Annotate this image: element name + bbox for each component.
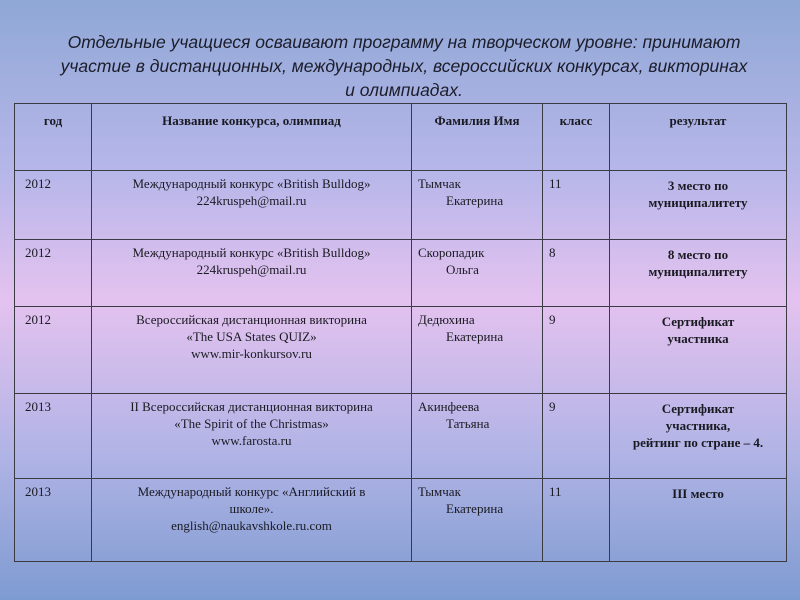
contest-line: english@naukavshkole.ru.com <box>171 518 332 533</box>
cell-contest <box>92 394 412 479</box>
cell-contest <box>92 171 412 240</box>
cell-grade: 11 <box>543 479 610 562</box>
result-line: муниципалитету <box>648 264 748 279</box>
title-line-1: Отдельные учащиеся осваивают программу на творческом уровне: принимают <box>67 32 741 52</box>
result-line: рейтинг по стране – 4. <box>632 435 764 450</box>
page-title <box>4 30 800 102</box>
cell-result <box>610 240 787 307</box>
student-surname: Тымчак <box>418 484 461 499</box>
contest-line: Международный конкурс «British Bulldog» <box>132 245 371 260</box>
table-row <box>15 240 787 307</box>
cell-name <box>412 240 543 307</box>
cell-contest <box>92 479 412 562</box>
table-row <box>15 394 787 479</box>
title-line-3: и олимпиадах. <box>345 80 463 100</box>
table-row <box>15 171 787 240</box>
student-surname: Дедюхина <box>418 312 475 327</box>
cell-result <box>610 394 787 479</box>
contest-line: II Всероссийская дистанционная викторина <box>130 399 373 414</box>
contest-line: Всероссийская дистанционная викторина <box>136 312 367 327</box>
cell-grade: 11 <box>543 171 610 240</box>
cell-grade: 8 <box>543 240 610 307</box>
contest-line: Международный конкурс «British Bulldog» <box>132 176 371 191</box>
cell-grade: 9 <box>543 394 610 479</box>
cell-year: 2012 <box>15 240 92 307</box>
cell-result <box>610 307 787 394</box>
student-firstname: Татьяна <box>446 416 490 431</box>
cell-name <box>412 479 543 562</box>
header-name: Фамилия Имя <box>412 104 543 171</box>
header-contest: Название конкурса, олимпиад <box>92 104 412 171</box>
contest-line: школе». <box>229 501 274 516</box>
cell-year: 2013 <box>15 394 92 479</box>
contest-line: 224kruspeh@mail.ru <box>196 262 307 277</box>
student-firstname: Екатерина <box>446 193 504 208</box>
cell-name <box>412 307 543 394</box>
table-row <box>15 307 787 394</box>
student-surname: Акинфеева <box>418 399 480 414</box>
result-line: III место <box>672 486 724 501</box>
title-line-2: участие в дистанционных, международных, всероссийских конкурсах, викторинах <box>60 56 748 76</box>
student-surname: Скоропадик <box>418 245 485 260</box>
table-row <box>15 479 787 562</box>
table-header-row <box>15 104 787 171</box>
cell-grade: 9 <box>543 307 610 394</box>
result-line: 3 место по <box>667 178 729 193</box>
contest-line: 224kruspeh@mail.ru <box>196 193 307 208</box>
contest-line: www.mir-konkursov.ru <box>191 346 312 361</box>
cell-contest <box>92 307 412 394</box>
result-line: Сертификат <box>661 401 735 416</box>
cell-result <box>610 479 787 562</box>
cell-name <box>412 394 543 479</box>
header-result: результат <box>610 104 787 171</box>
result-line: участника <box>667 331 729 346</box>
student-surname: Тымчак <box>418 176 461 191</box>
contest-line: www.farosta.ru <box>211 433 292 448</box>
contest-line: Международный конкурс «Английский в <box>137 484 366 499</box>
cell-year: 2013 <box>15 479 92 562</box>
contest-results-table <box>14 103 787 562</box>
header-grade: класс <box>543 104 610 171</box>
student-firstname: Ольга <box>446 262 479 277</box>
cell-name <box>412 171 543 240</box>
cell-result <box>610 171 787 240</box>
student-firstname: Екатерина <box>446 501 504 516</box>
cell-contest <box>92 240 412 307</box>
result-line: Сертификат <box>661 314 735 329</box>
contest-line: «The USA States QUIZ» <box>186 329 317 344</box>
result-line: участника, <box>665 418 731 433</box>
contest-line: «The Spirit of the Christmas» <box>174 416 329 431</box>
result-line: муниципалитету <box>648 195 748 210</box>
header-year: год <box>15 104 92 171</box>
cell-year: 2012 <box>15 307 92 394</box>
student-firstname: Екатерина <box>446 329 504 344</box>
cell-year: 2012 <box>15 171 92 240</box>
result-line: 8 место по <box>667 247 729 262</box>
